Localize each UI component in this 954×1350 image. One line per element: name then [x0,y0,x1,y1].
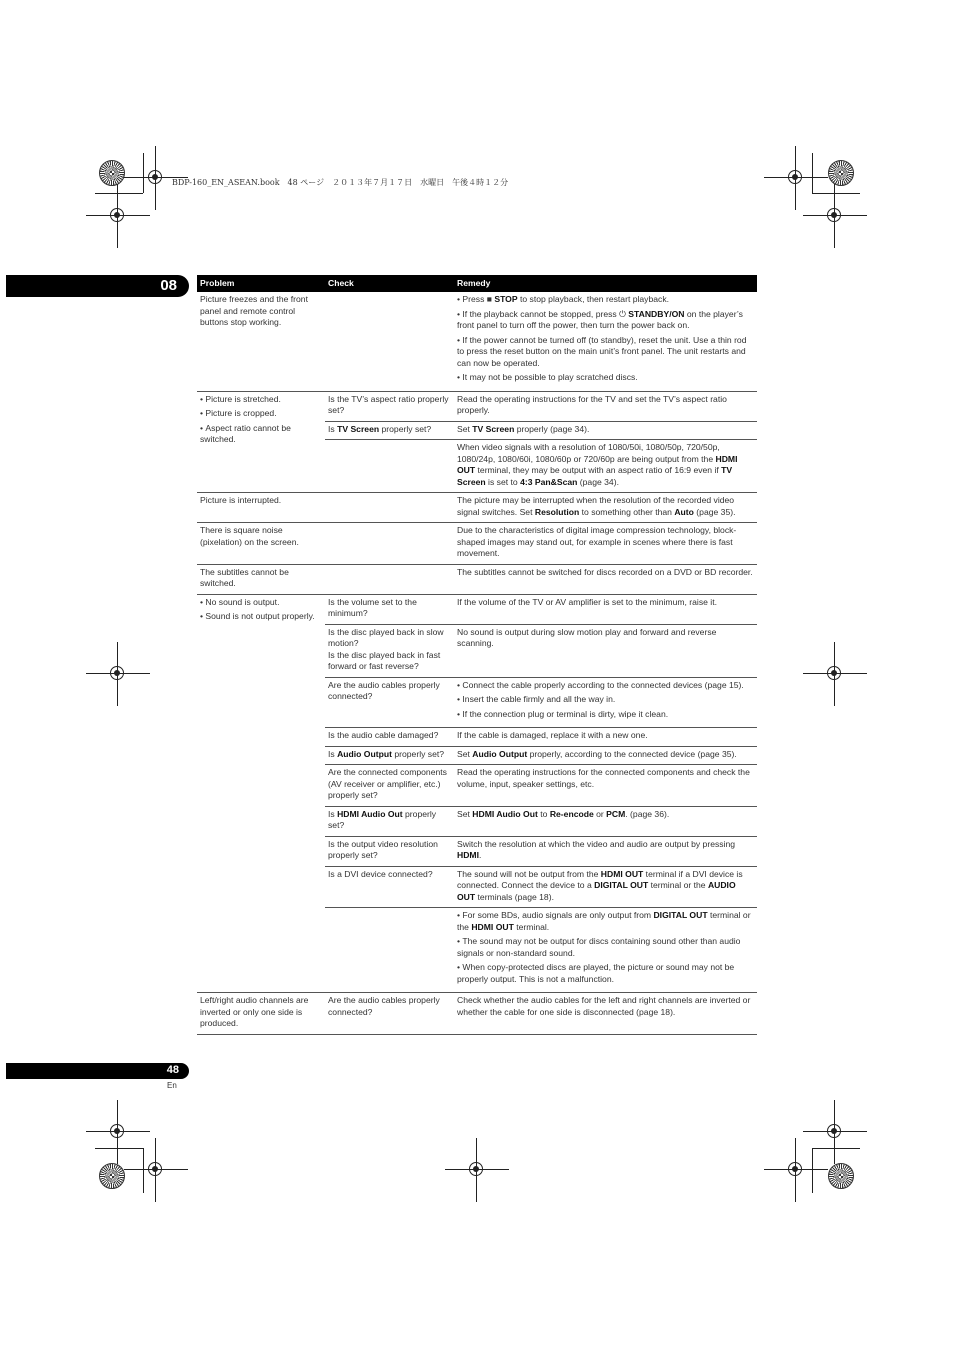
remedy-cell: • For some BDs, audio signals are only output from DIGITAL OUT terminal or the HDMI OUT terminal. • The sound may not be output for discs containing sound other than audio signals or non-standard sound. • When copy-protected discs are played, the picture or sound may not be properly output. This is not a malfunction. [454,908,757,993]
chapter-number: 08 [160,277,177,294]
check-cell: Is the disc played back in slow motion? Is the disc played back in fast forward or fast reverse? [325,624,454,677]
crop-crosshair-mark [96,652,140,696]
remedy-cell: Read the operating instructions for the TV and set the TV’s aspect ratio properly. [454,391,757,421]
check-cell: Is a DVI device connected? [325,866,454,908]
crop-crosshair-mark [455,1148,499,1192]
check-cell: Is the audio cable damaged? [325,728,454,747]
remedy-cell: If the volume of the TV or AV amplifier is set to the minimum, raise it. [454,594,757,624]
remedy-cell: When video signals with a resolution of 1080/50i, 1080/50p, 720/50p, 1080/24p, 1080/60i, 1080/60p or 720/60p are being output from the HDMI OUT terminal, they may be output with an aspect ratio of 16:9 even if TV Screen is set to 4:3 Pan&Scan (page 34). [454,440,757,493]
crop-crosshair-mark [813,652,857,696]
crop-line [812,193,860,194]
page-number: 48 [166,1064,179,1076]
check-cell: Is the volume set to the minimum? [325,594,454,624]
check-cell [325,523,454,565]
remedy-cell: Check whether the audio cables for the left and right channels are inverted or whether the cable for one side is disconnected (page 18). [454,993,757,1035]
page-language: En [167,1081,177,1090]
troubleshooting-table [197,275,757,1035]
problem-cell: • No sound is output. • Sound is not output properly. [197,594,325,993]
file-header: BDP-160_EN_ASEAN.book 48 ページ ２０１３年７月１７日 水曜日 午後４時１２分 [172,178,509,187]
problem-cell: There is square noise (pixelation) on the screen. [197,523,325,565]
registration-star-mark [99,1163,125,1189]
remedy-cell: Due to the characteristics of digital image compression technology, block-shaped images may stand out, for example in scenes where there is fast movement. [454,523,757,565]
check-cell: Is TV Screen properly set? [325,421,454,440]
remedy-cell: Set Audio Output properly, according to the connected device (page 35). [454,746,757,765]
remedy-cell: No sound is output during slow motion play and forward and reverse scanning. [454,624,757,677]
remedy-cell: The picture may be interrupted when the resolution of the recorded video signal switches. Set Resolution to something other than Auto (page 35). [454,493,757,523]
crop-line [95,1148,143,1149]
crop-line [812,1148,813,1193]
remedy-cell: The subtitles cannot be switched for discs recorded on a DVD or BD recorder. [454,564,757,594]
table-row [197,594,757,624]
crop-crosshair-mark [813,194,857,238]
crop-line [95,193,143,194]
header-check: Check [325,275,454,292]
header-remedy: Remedy [454,275,757,292]
check-cell [325,564,454,594]
problem-cell: • Picture is stretched. • Picture is cropped. • Aspect ratio cannot be switched. [197,391,325,493]
check-cell [325,292,454,391]
problem-cell: Picture is interrupted. [197,493,325,523]
header-problem: Problem [197,275,325,292]
remedy-cell: • Press ■ STOP to stop playback, then restart playback. • If the playback cannot be stopped, press ⏻ STANDBY/ON on the player’s front panel to turn off the power, then turn the power back on. • If the power cannot be turned off (to standby), reset the unit. Use a thin rod to press the reset button on the main unit’s front panel. The unit restarts and can now be operated. • It may not be possible to play scratched discs. [454,292,757,391]
check-cell: Are the audio cables properly connected? [325,993,454,1035]
crop-line [143,153,144,193]
crop-line [812,1148,860,1149]
table-row [197,993,757,1035]
check-cell [325,440,454,493]
remedy-cell: Set HDMI Audio Out to Re-encode or PCM. (page 36). [454,806,757,836]
remedy-cell: Set TV Screen properly (page 34). [454,421,757,440]
crop-crosshair-mark [134,1148,178,1192]
check-cell: Are the audio cables properly connected? [325,677,454,728]
registration-star-mark [828,1163,854,1189]
check-cell [325,493,454,523]
registration-star-mark [828,160,854,186]
remedy-cell: • Connect the cable properly according to the connected devices (page 15). • Insert the cable firmly and all the way in. • If the connection plug or terminal is dirty, wipe it clean. [454,677,757,728]
check-cell: Is the output video resolution properly set? [325,836,454,866]
problem-cell: Picture freezes and the front panel and remote control buttons stop working. [197,292,325,391]
table-row [197,493,757,523]
remedy-cell: Switch the resolution at which the video and audio are output by pressing HDMI. [454,836,757,866]
crop-crosshair-mark [96,194,140,238]
problem-cell: Left/right audio channels are inverted or only one side is produced. [197,993,325,1035]
page-number-tab [6,1063,189,1079]
problem-cell: The subtitles cannot be switched. [197,564,325,594]
remedy-cell: The sound will not be output from the HDMI OUT terminal if a DVI device is connected. Connect the device to a DIGITAL OUT terminal or the AUDIO OUT terminals (page 18). [454,866,757,908]
check-cell [325,908,454,993]
check-cell: Is Audio Output properly set? [325,746,454,765]
registration-star-mark [99,160,125,186]
table-row [197,292,757,391]
check-cell: Is the TV’s aspect ratio properly set? [325,391,454,421]
table-header-row [197,275,757,292]
table-row [197,523,757,565]
table-row [197,391,757,421]
crop-line [143,1148,144,1193]
check-cell: Is HDMI Audio Out properly set? [325,806,454,836]
remedy-cell: Read the operating instructions for the connected components and check the volume, input, speaker settings, etc. [454,765,757,807]
chapter-tab [6,275,189,297]
crop-line [812,153,813,193]
table-row [197,564,757,594]
remedy-cell: If the cable is damaged, replace it with a new one. [454,728,757,747]
check-cell: Are the connected components (AV receiver or amplifier, etc.) properly set? [325,765,454,807]
